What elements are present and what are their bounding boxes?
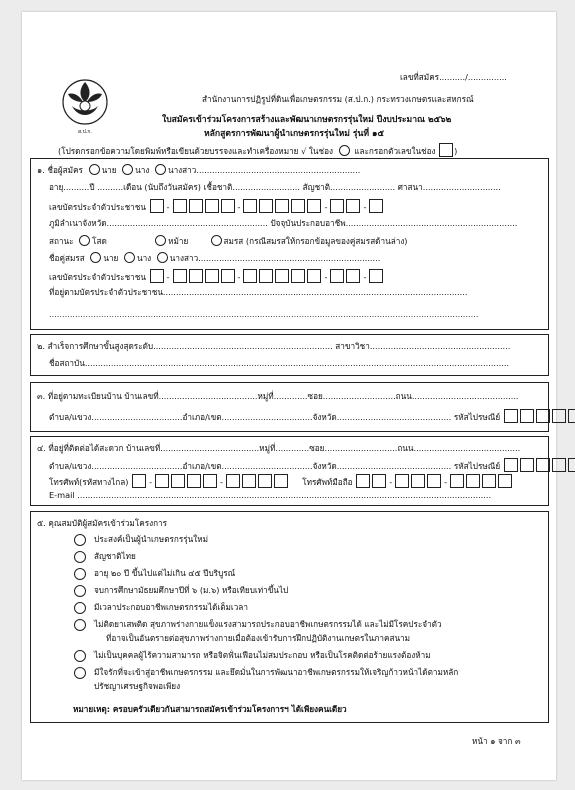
qualification-item: มีเวลาประกอบอาชีพเกษตรกรรมได้เต็มเวลา: [94, 602, 248, 613]
check-mark-icon: √: [301, 146, 307, 156]
mobile-digit-box[interactable]: [411, 474, 425, 488]
status-single-radio[interactable]: [79, 235, 90, 246]
status-widowed-radio[interactable]: [155, 235, 166, 246]
remark-note: หมายเหตุ: ครอบครัวเดียวกันสามารถสมัครเข้าร่วมโครงการฯ ได้เพียงคนเดียว: [73, 704, 347, 714]
mobile-digit-box[interactable]: [356, 474, 370, 488]
mobile-digit-box[interactable]: [498, 474, 512, 488]
application-form-page: [22, 12, 556, 780]
contact-address-row[interactable]: ๔. ที่อยู่ที่ติดต่อได้สะดวก บ้านเลขที่......................................หมู่ที่.............ซอย............................ถนน.........................................: [37, 443, 521, 453]
qualification-item: ไม่ติดยาเสพติด สุขภาพร่างกายแข็งแรงสามารถประกอบอาชีพเกษตรกรรมได้ และไม่มีโรคประจำตัว: [94, 619, 442, 630]
qualification-checkbox[interactable]: [74, 585, 86, 597]
id-digit-box[interactable]: [150, 199, 164, 213]
qualification-checkbox[interactable]: [74, 551, 86, 563]
hometown-row[interactable]: ภูมิลำเนาจังหวัด.............................................................. ปัจจุบันประกอบอาชีพ..................................................................: [49, 218, 518, 228]
square-icon: [439, 143, 453, 157]
spouse-id-digit-box[interactable]: [369, 269, 383, 283]
contact-postcode-box[interactable]: [536, 458, 550, 472]
spouse-id-digit-box[interactable]: [307, 269, 321, 283]
logo-text: ส.ป.ก.: [77, 129, 93, 135]
spouse-id-row: เลขบัตรประจำตัวประชาชน - - - -: [49, 269, 384, 283]
qualification-checkbox[interactable]: [74, 534, 86, 546]
spouse-id-digit-box[interactable]: [150, 269, 164, 283]
id-digit-box[interactable]: [369, 199, 383, 213]
postcode-digit-box[interactable]: [504, 409, 518, 423]
mobile-digit-box[interactable]: [466, 474, 480, 488]
id-digit-box[interactable]: [330, 199, 344, 213]
section-personal-info: [30, 158, 549, 330]
title-miss-radio[interactable]: [155, 164, 166, 175]
phone-row: โทรศัพท์(รหัสทางไกล) - - โทรศัพท์มือถือ - -: [49, 474, 513, 488]
spouse-id-digit-box[interactable]: [221, 269, 235, 283]
mobile-digit-box[interactable]: [450, 474, 464, 488]
age-row[interactable]: อายุ..........ปี ..........เดือน (นับถึงวันสมัคร) เชื้อชาติ.......................... สัญชาติ......................... ศาสนา..............................: [49, 182, 501, 192]
phone-digit-box[interactable]: [187, 474, 201, 488]
contact-postcode-box[interactable]: [552, 458, 566, 472]
postcode-digit-box[interactable]: [568, 409, 575, 423]
qualification-item-cont: ปรัชญาเศรษฐกิจพอเพียง: [94, 681, 181, 691]
mobile-digit-box[interactable]: [395, 474, 409, 488]
contact-postcode-box[interactable]: [520, 458, 534, 472]
spouse-id-digit-box[interactable]: [291, 269, 305, 283]
spouse-miss-radio[interactable]: [157, 252, 168, 263]
phone-digit-box[interactable]: [258, 474, 272, 488]
education-level-row[interactable]: ๒. สำเร็จการศึกษาขั้นสูงสุดระดับ..................................................................... สาขาวิชา......................................................: [37, 341, 511, 351]
form-subtitle: หลักสูตรการพัฒนาผู้นำเกษตรกรรุ่นใหม่ รุ่นที่ ๑๕: [204, 129, 385, 139]
form-instruction: (โปรดกรอกข้อความโดยพิมพ์หรือเขียนด้วยบรรจงและทำเครื่องหมาย √ ในช่อง และกรอกตัวเลขในช่อง ): [58, 143, 457, 157]
institution-row[interactable]: ชื่อสถาบัน...................................................................................................................................................................: [49, 358, 510, 368]
id-digit-box[interactable]: [173, 199, 187, 213]
id-digit-box[interactable]: [307, 199, 321, 213]
spouse-mrs-radio[interactable]: [124, 252, 135, 263]
id-digit-box[interactable]: [275, 199, 289, 213]
phone-digit-box[interactable]: [155, 474, 169, 488]
phone-digit-box[interactable]: [274, 474, 288, 488]
id-digit-box[interactable]: [259, 199, 273, 213]
qualification-item: อายุ ๒๐ ปี ขึ้นไปแต่ไม่เกิน ๔๕ ปีบริบูรณ์: [94, 568, 235, 579]
status-married-radio[interactable]: [211, 235, 222, 246]
qualification-checkbox[interactable]: [74, 667, 86, 679]
title-mrs-radio[interactable]: [122, 164, 133, 175]
id-digit-box[interactable]: [221, 199, 235, 213]
name-row: ๑. ชื่อผู้สมัคร นาย นาง นางสาว...............................................................: [37, 165, 361, 175]
spouse-id-digit-box[interactable]: [243, 269, 257, 283]
section-contact-address: [30, 436, 549, 506]
form-title: ใบสมัครเข้าร่วมโครงการสร้างและพัฒนาเกษตรกรรุ่นใหม่ ปีงบประมาณ ๒๕๖๒: [162, 115, 452, 125]
office-name: สำนักงานการปฏิรูปที่ดินเพื่อเกษตรกรรม (ส.ป.ก.) กระทรวงเกษตรและสหกรณ์: [202, 94, 474, 104]
qualification-item: ไม่เป็นบุคคลผู้ไร้ความสามารถ หรือจิตฟั่นเฟือนไม่สมประกอบ หรือเป็นโรคติดต่อร้ายแรงต้องห้าม: [94, 650, 431, 661]
national-id-row: เลขบัตรประจำตัวประชาชน - - - -: [49, 199, 384, 213]
postcode-digit-box[interactable]: [552, 409, 566, 423]
qualification-checkbox[interactable]: [74, 650, 86, 662]
spouse-id-digit-box[interactable]: [173, 269, 187, 283]
section-qualifications: [30, 511, 549, 723]
mobile-digit-box[interactable]: [372, 474, 386, 488]
qualification-checkbox[interactable]: [74, 619, 86, 631]
id-digit-box[interactable]: [291, 199, 305, 213]
applicant-name-field[interactable]: นางสาว...............................................................: [167, 165, 361, 175]
qualification-item-cont: ที่อาจเป็นอันตรายต่อสุขภาพร่างกายเมื่อต้องเข้ารับการฝึกปฏิบัติงานเกษตรในภาคสนาม: [106, 633, 411, 643]
spouse-id-digit-box[interactable]: [275, 269, 289, 283]
spouse-address-line2[interactable]: .....................................................................................................................................................................: [49, 309, 479, 319]
phone-digit-box[interactable]: [203, 474, 217, 488]
spouse-id-digit-box[interactable]: [205, 269, 219, 283]
spouse-id-digit-box[interactable]: [259, 269, 273, 283]
spouse-id-digit-box[interactable]: [330, 269, 344, 283]
contact-postcode-box[interactable]: [504, 458, 518, 472]
house-address-row[interactable]: ๓. ที่อยู่ตามทะเบียนบ้าน บ้านเลขที่......................................หมู่ที่.............ซอย............................ถนน.........................................: [37, 391, 519, 401]
qualification-checkbox[interactable]: [74, 568, 86, 580]
postcode-digit-box[interactable]: [520, 409, 534, 423]
marital-status-row: สถานะ โสด หม้าย สมรส (กรณีสมรสให้กรอกข้อมูลของคู่สมรสด้านล่าง): [49, 236, 408, 246]
contact-district-row: ตำบล/แขวง...................................อำเภอ/เขต...................................จังหวัด............................................ รหัสไปรษณีย์: [49, 458, 575, 472]
spouse-id-digit-box[interactable]: [189, 269, 203, 283]
qualification-item: ประสงค์เป็นผู้นำเกษตรกรรุ่นใหม่: [94, 534, 208, 545]
spouse-address-row[interactable]: ที่อยู่ตามบัตรประจำตัวประชาชน.....................................................................................................................: [49, 287, 468, 297]
email-row[interactable]: E-mail ...............................................................................................................................................................: [49, 490, 492, 500]
id-digit-box[interactable]: [205, 199, 219, 213]
phone-digit-box[interactable]: [171, 474, 185, 488]
title-mr-radio[interactable]: [89, 164, 100, 175]
qualification-checkbox[interactable]: [74, 602, 86, 614]
postcode-digit-box[interactable]: [536, 409, 550, 423]
section-education: [30, 334, 549, 376]
id-digit-box[interactable]: [189, 199, 203, 213]
phone-digit-box[interactable]: [132, 474, 146, 488]
spouse-id-digit-box[interactable]: [346, 269, 360, 283]
spouse-name-row: ชื่อคู่สมรส นาย นาง นางสาว......................................................................: [49, 253, 381, 263]
contact-postcode-box[interactable]: [568, 458, 575, 472]
section-registered-address: [30, 382, 549, 432]
alro-logo: [50, 68, 120, 134]
spouse-mr-radio[interactable]: [90, 252, 101, 263]
circle-icon: [339, 145, 350, 156]
id-digit-box[interactable]: [243, 199, 257, 213]
qualification-item: สัญชาติไทย: [94, 551, 136, 562]
id-digit-box[interactable]: [346, 199, 360, 213]
phone-digit-box[interactable]: [226, 474, 240, 488]
phone-digit-box[interactable]: [242, 474, 256, 488]
spouse-name-field[interactable]: นางสาว......................................................................: [169, 253, 381, 263]
mobile-digit-box[interactable]: [482, 474, 496, 488]
mobile-digit-box[interactable]: [427, 474, 441, 488]
page-number: หน้า ๑ จาก ๓: [472, 736, 521, 746]
qualification-item: มีใจรักที่จะเข้าสู่อาชีพเกษตรกรรม และยึดมั่นในการพัฒนาอาชีพเกษตรกรรมให้เจริญก้าวหน้าได้ตามหลัก: [94, 667, 458, 678]
application-number[interactable]: เลขที่สมัคร........../...............: [400, 72, 507, 82]
district-row: ตำบล/แขวง...................................อำเภอ/เขต...................................จังหวัด............................................ รหัสไปรษณีย์: [49, 409, 575, 423]
qualification-item: จบการศึกษามัธยมศึกษาปีที่ ๖ (ม.๖) หรือเทียบเท่าขึ้นไป: [94, 585, 288, 596]
qualifications-title: ๕. คุณสมบัติผู้สมัครเข้าร่วมโครงการ: [37, 518, 168, 528]
